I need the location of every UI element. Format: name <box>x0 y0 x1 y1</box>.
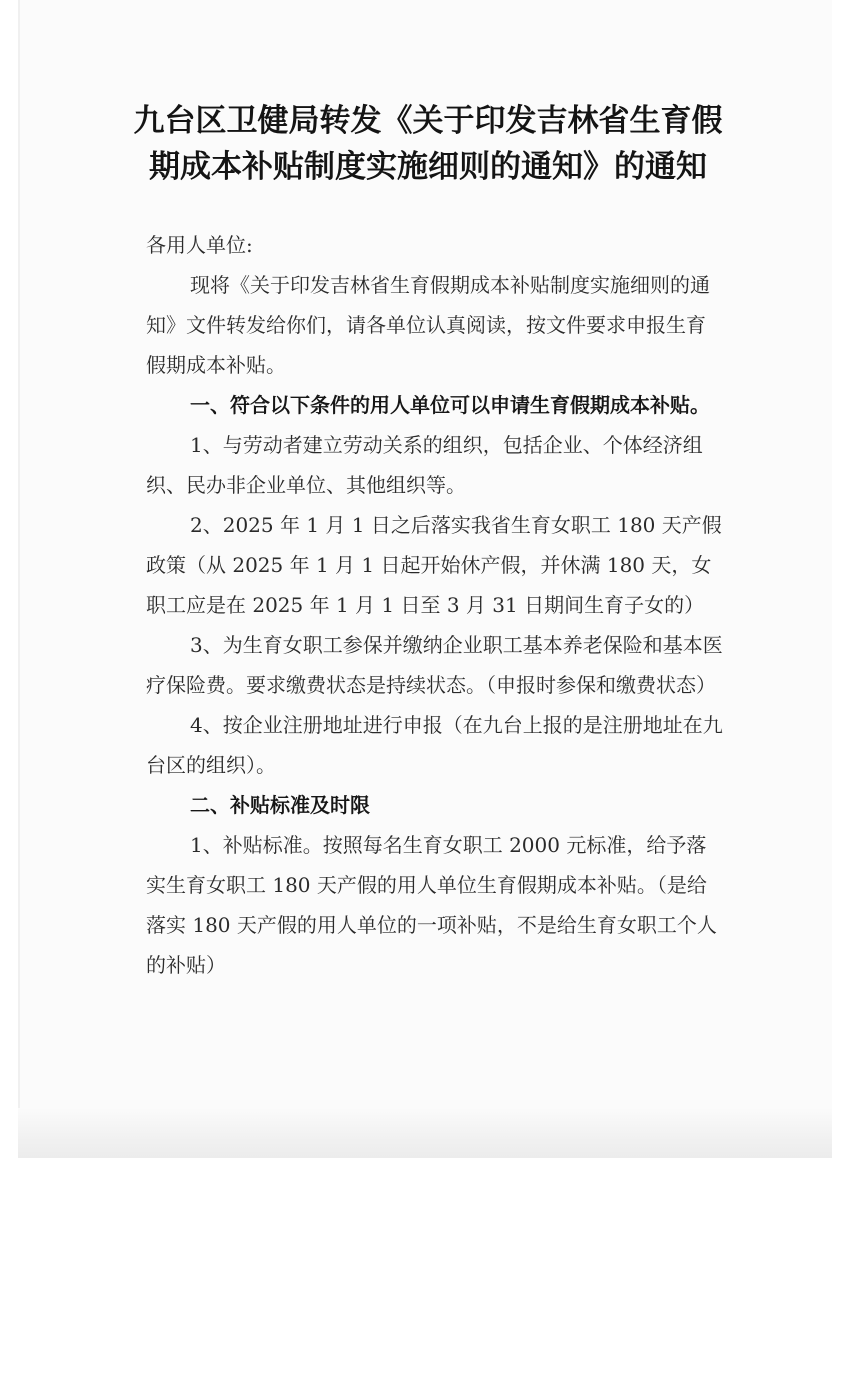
paragraph-condition-1: 1、与劳动者建立劳动关系的组织，包括企业、个体经济组织、民办非企业单位、其他组织等。 <box>146 433 703 497</box>
document-body <box>146 265 724 985</box>
salutation-text: 各用人单位: <box>146 233 253 257</box>
title-line-1: 九台区卫健局转发《关于印发吉林省生育假 <box>133 103 723 139</box>
page-edge <box>18 0 20 1158</box>
paragraph-standard-1: 1、补贴标准。按照每名生育女职工 2000 元标准，给予落实生育女职工 180 天产假的用人单位生育假期成本补贴。（是给落实 180 天产假的用人单位的一项补贴，不是给生育女职工个人的补贴） <box>146 833 717 977</box>
paragraph-condition-2: 2、2025 年 1 月 1 日之后落实我省生育女职工 180 天产假政策（从 2025 年 1 月 1 日起开始休产假，并休满 180 天，女职工应是在 2025 年 1 月 1 日至 3 月 31 日期间生育子女的） <box>146 513 722 617</box>
paragraph-condition-4: 4、按企业注册地址进行申报（在九台上报的是注册地址在九台区的组织）。 <box>146 713 723 777</box>
title-line-2: 期成本补贴制度实施细则的通知》的通知 <box>149 149 707 185</box>
scan-bottom-shadow <box>18 1108 832 1158</box>
section-heading-standard: 二、补贴标准及时限 <box>190 793 370 817</box>
salutation <box>146 225 724 265</box>
document-title <box>128 98 728 190</box>
paragraph-condition-3: 3、为生育女职工参保并缴纳企业职工基本养老保险和基本医疗保险费。要求缴费状态是持续状态。（申报时参保和缴费状态） <box>146 633 723 697</box>
section-heading-eligibility: 一、符合以下条件的用人单位可以申请生育假期成本补贴。 <box>190 393 710 417</box>
paragraph-intro: 现将《关于印发吉林省生育假期成本补贴制度实施细则的通知》文件转发给你们，请各单位认真阅读，按文件要求申报生育假期成本补贴。 <box>146 273 710 377</box>
